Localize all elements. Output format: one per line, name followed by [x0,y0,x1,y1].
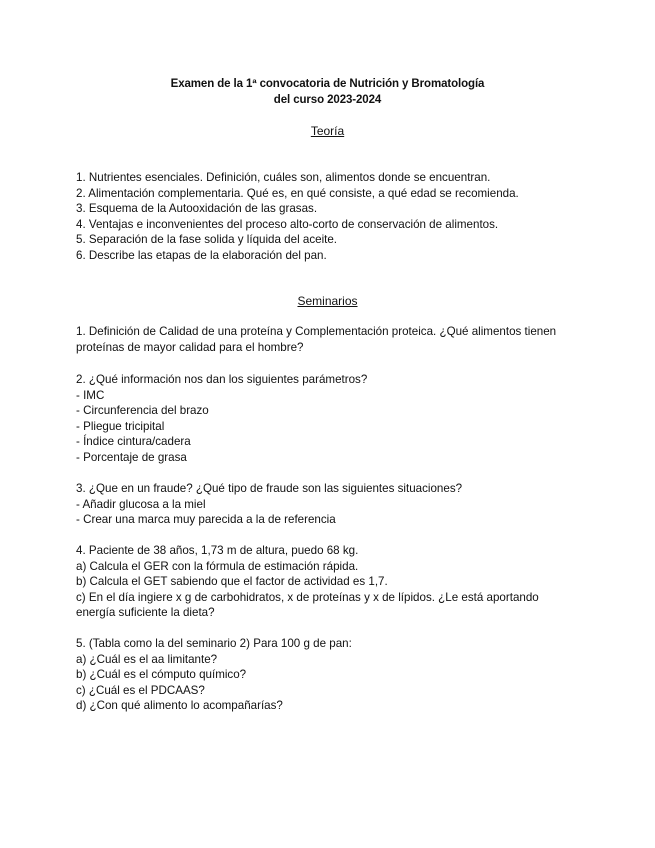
teoria-item: 1. Nutrientes esenciales. Definición, cuáles son, alimentos donde se encuentran. [76,171,491,184]
teoria-item: 2. Alimentación complementaria. Qué es, en qué consiste, a qué edad se recomienda. [76,186,519,200]
sub-question: c) En el día ingiere x g de carbohidratos, x de proteínas y x de lípidos. ¿Le está aportando [76,590,539,604]
list-item: - Porcentaje de grasa [76,450,187,464]
seminarios-heading: Seminarios [297,294,358,308]
teoria-item: 4. Ventajas e inconvenientes del proceso alto-corto de conservación de alimentos. [76,217,499,231]
list-item: - Pliegue tricipital [76,419,165,433]
question-text: 1. Definición de Calidad de una proteína y Complementación proteica. ¿Qué alimentos tienen [76,325,557,338]
list-item: - Índice cintura/cadera [76,435,191,449]
question-text: 4. Paciente de 38 años, 1,73 m de altura, puedo 68 kg. [76,544,359,557]
sub-question: energía suficiente la dieta? [76,606,215,620]
question-text: proteínas de mayor calidad para el hombre? [76,340,304,354]
sub-question: d) ¿Con qué alimento lo acompañarías? [76,699,283,713]
list-item: - IMC [76,388,105,402]
sub-question: b) ¿Cuál es el cómputo químico? [76,668,247,682]
exam-title [0,76,655,108]
teoria-list [76,170,576,264]
list-item: - Añadir glucosa a la miel [76,497,206,511]
teoria-item: 5. Separación de la fase solida y líquida del aceite. [76,233,338,247]
question-text: 5. (Tabla como la del seminario 2) Para 100 g de pan: [76,637,352,650]
seminario-question-5 [76,636,576,714]
teoria-item: 3. Esquema de la Autooxidación de las grasas. [76,202,318,216]
sub-question: a) ¿Cuál es el aa limitante? [76,652,218,666]
teoria-heading: Teoría [310,124,345,138]
teoria-item: 6. Describe las etapas de la elaboración del pan. [76,248,327,262]
list-item: - Crear una marca muy parecida a la de referencia [76,513,336,527]
question-text: 3. ¿Que en un fraude? ¿Qué tipo de fraude son las siguientes situaciones? [76,482,463,495]
seminario-question-3 [76,481,576,528]
seminario-question-1 [76,324,576,355]
sub-question: a) Calcula el GER con la fórmula de estimación rápida. [76,559,359,573]
seminario-question-2 [76,372,576,466]
exam-title-line-2: del curso 2023-2024 [273,94,382,106]
sub-question: b) Calcula el GET sabiendo que el factor de actividad es 1,7. [76,575,388,589]
list-item: - Circunferencia del brazo [76,404,209,418]
sub-question: c) ¿Cuál es el PDCAAS? [76,683,205,697]
question-text: 2. ¿Qué información nos dan los siguientes parámetros? [76,373,368,386]
seminario-question-4 [76,543,576,621]
exam-title-line-1: Examen de la 1ª convocatoria de Nutrición y Bromatología [170,78,485,90]
